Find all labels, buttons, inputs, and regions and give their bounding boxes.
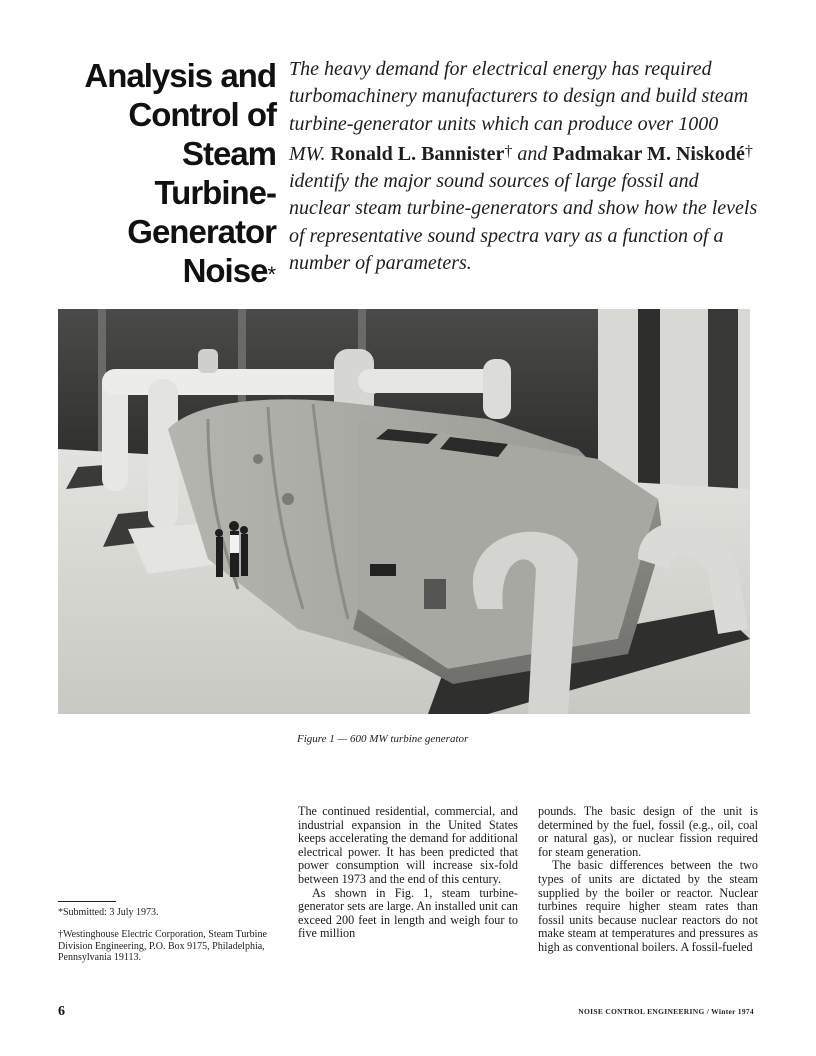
paragraph: pounds. The basic design of the unit is determined by the fuel, fossil (e.g., oil, coal or natural gas), or nuclear fission required for steam generation. (538, 804, 758, 859)
abstract (289, 56, 759, 277)
title-line: Control of (128, 96, 276, 133)
abstract-conjunction: and (517, 142, 548, 165)
title-footnote-mark: * (267, 262, 276, 287)
footnote-divider (58, 901, 116, 902)
title-line: Turbine- (154, 174, 276, 211)
body-column-2 (538, 805, 758, 955)
footnote-affiliation: †Westinghouse Electric Corporation, Steam Turbine Division Engineering, P.O. Box 9175, Philadelphia, Pennsylvania 19113. (58, 929, 267, 964)
author-2: Padmakar M. Niskodé (552, 142, 745, 165)
title-line: Generator (127, 213, 276, 250)
author-1: Ronald L. Bannister (330, 142, 505, 165)
turbine-photo (58, 309, 750, 714)
article-title (40, 56, 276, 294)
title-line: Analysis and (84, 57, 276, 94)
figure-caption: Figure 1 — 600 MW turbine generator (297, 733, 469, 745)
footnote-submitted: *Submitted: 3 July 1973. (58, 907, 159, 918)
title-line: Steam (181, 135, 276, 172)
title-line: Noise* (182, 252, 276, 289)
paragraph: The basic differences between the two types of units are dictated by the steam supplied by the boiler or reactor. Nuclear turbines require higher steam rates than fossil units because nuclear reactors do not make steam at temperatures and pressures as high as conventional boilers. A fossil-fueled (538, 858, 758, 954)
paragraph: The continued residential, commercial, and industrial expansion in the United States keeps accelerating the demand for additional electrical power. It has been predicted that power consumption will increase six-fold between 1973 and the end of this century. (298, 804, 518, 886)
abstract-lead: The heavy demand for electrical energy has required turbomachinery manufacturers to design and build steam turbine-generator units which can produce over 1000 MW. (289, 58, 749, 165)
page-number: 6 (58, 1004, 65, 1019)
paragraph: As shown in Fig. 1, steam turbine-generator sets are large. An installed unit can exceed 200 feet in length and weigh four to five million (298, 885, 518, 941)
author-1-dagger: † (504, 142, 513, 160)
journal-footer: NOISE CONTROL ENGINEERING / Winter 1974 (578, 1007, 754, 1016)
author-2-dagger: † (744, 142, 753, 160)
body-column-1 (298, 805, 518, 941)
abstract-rest: identify the major sound sources of large fossil and nuclear steam turbine-generators and show how the levels of representative sound spectra vary as a function of a number of parameters. (289, 170, 758, 275)
